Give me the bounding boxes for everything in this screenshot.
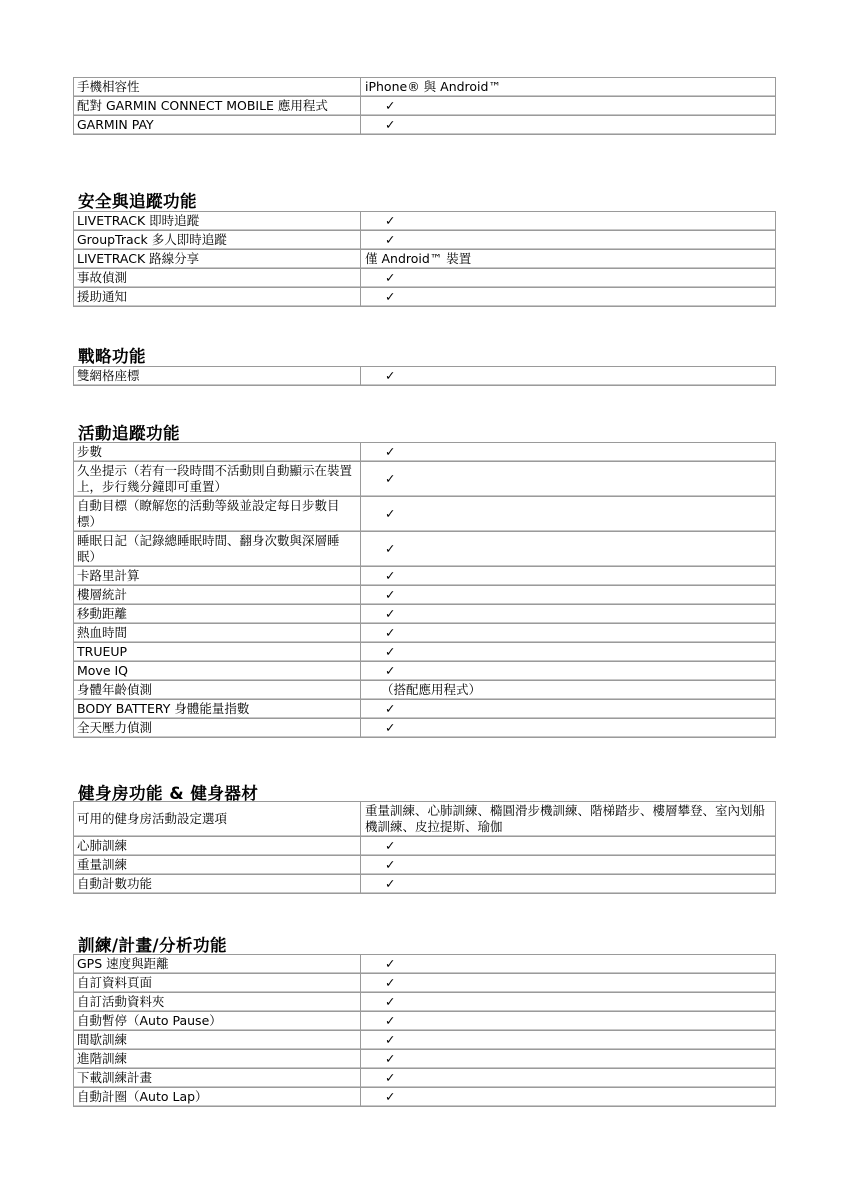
feature-cell: 重量訓練 <box>74 856 361 875</box>
feature-cell: 事故偵測 <box>74 269 361 288</box>
checkmark-cell: ✓ <box>361 116 776 135</box>
table-row <box>74 567 776 586</box>
feature-cell: 久坐提示（若有一段時間不活動則自動顯示在裝置上，步行幾分鐘即可重置） <box>74 462 361 497</box>
checkmark-cell: ✓ <box>361 567 776 586</box>
checkmark-cell: ✓ <box>361 662 776 681</box>
table-row <box>74 586 776 605</box>
feature-cell: 自訂活動資料夾 <box>74 993 361 1012</box>
table-row <box>74 497 776 532</box>
feature-cell: GARMIN PAY <box>74 116 361 135</box>
feature-cell: 心肺訓練 <box>74 837 361 856</box>
feature-cell: 自動暫停（Auto Pause） <box>74 1012 361 1031</box>
checkmark-cell: ✓ <box>361 955 776 974</box>
feature-cell: 身體年齡偵測 <box>74 681 361 700</box>
checkmark-cell: ✓ <box>361 212 776 231</box>
checkmark-cell: ✓ <box>361 700 776 719</box>
gym-table <box>73 801 776 894</box>
table-row <box>74 78 776 97</box>
value-cell: 重量訓練、心肺訓練、橢圓滑步機訓練、階梯踏步、樓層攀登、室內划船機訓練、皮拉提斯、瑜伽 <box>361 802 776 837</box>
table-row <box>74 624 776 643</box>
checkmark-cell: ✓ <box>361 1031 776 1050</box>
feature-cell: 配對 GARMIN CONNECT MOBILE 應用程式 <box>74 97 361 116</box>
checkmark-cell: ✓ <box>361 993 776 1012</box>
table-row <box>74 1031 776 1050</box>
feature-cell: 熱血時間 <box>74 624 361 643</box>
feature-cell: GPS 速度與距離 <box>74 955 361 974</box>
training-table <box>73 954 776 1107</box>
table-row <box>74 802 776 837</box>
checkmark-cell: ✓ <box>361 837 776 856</box>
table-row <box>74 662 776 681</box>
feature-cell: 樓層統計 <box>74 586 361 605</box>
feature-cell: 自訂資料頁面 <box>74 974 361 993</box>
feature-cell: 手機相容性 <box>74 78 361 97</box>
table-row <box>74 367 776 386</box>
checkmark-cell: ✓ <box>361 1050 776 1069</box>
feature-cell: 全天壓力偵測 <box>74 719 361 738</box>
table-row <box>74 250 776 269</box>
feature-cell: 移動距離 <box>74 605 361 624</box>
checkmark-cell: ✓ <box>361 497 776 532</box>
feature-cell: LIVETRACK 即時追蹤 <box>74 212 361 231</box>
checkmark-cell: ✓ <box>361 288 776 307</box>
section-title-gym: 健身房功能 & 健身器材 <box>78 784 259 803</box>
table-row <box>74 1069 776 1088</box>
value-cell: 僅 Android™ 裝置 <box>361 250 776 269</box>
checkmark-cell: ✓ <box>361 443 776 462</box>
activity-table <box>73 442 776 738</box>
feature-cell: 睡眠日記（記錄總睡眠時間、翻身次數與深層睡眠） <box>74 532 361 567</box>
table-row <box>74 443 776 462</box>
feature-cell: 間歇訓練 <box>74 1031 361 1050</box>
checkmark-cell: ✓ <box>361 97 776 116</box>
checkmark-cell: ✓ <box>361 1088 776 1107</box>
checkmark-cell: ✓ <box>361 231 776 250</box>
table-row <box>74 605 776 624</box>
section-title-training: 訓練/計畫/分析功能 <box>78 936 228 955</box>
table-row <box>74 212 776 231</box>
checkmark-cell: ✓ <box>361 1012 776 1031</box>
table-row <box>74 955 776 974</box>
feature-cell: LIVETRACK 路線分享 <box>74 250 361 269</box>
feature-cell: BODY BATTERY 身體能量指數 <box>74 700 361 719</box>
section-title-tactical: 戰略功能 <box>78 347 146 366</box>
feature-cell: GroupTrack 多人即時追蹤 <box>74 231 361 250</box>
table-row <box>74 681 776 700</box>
value-cell: iPhone® 與 Android™ <box>361 78 776 97</box>
checkmark-cell: ✓ <box>361 1069 776 1088</box>
table-row <box>74 1012 776 1031</box>
table-row <box>74 700 776 719</box>
checkmark-cell: ✓ <box>361 974 776 993</box>
checkmark-cell: ✓ <box>361 605 776 624</box>
feature-cell: 援助通知 <box>74 288 361 307</box>
table-row <box>74 231 776 250</box>
checkmark-cell: ✓ <box>361 856 776 875</box>
tactical-table <box>73 366 776 386</box>
section-title-safety: 安全與追蹤功能 <box>78 192 197 211</box>
value-cell: （搭配應用程式） <box>361 681 776 700</box>
table-row <box>74 856 776 875</box>
feature-cell: 自動目標（瞭解您的活動等級並設定每日步數目標） <box>74 497 361 532</box>
checkmark-cell: ✓ <box>361 624 776 643</box>
checkmark-cell: ✓ <box>361 532 776 567</box>
section-title-activity: 活動追蹤功能 <box>78 424 180 443</box>
feature-cell: 卡路里計算 <box>74 567 361 586</box>
feature-cell: 自動計數功能 <box>74 875 361 894</box>
feature-cell: 雙網格座標 <box>74 367 361 386</box>
table-row <box>74 1088 776 1107</box>
checkmark-cell: ✓ <box>361 269 776 288</box>
feature-cell: 可用的健身房活動設定選項 <box>74 802 361 837</box>
feature-cell: 自動計圈（Auto Lap） <box>74 1088 361 1107</box>
checkmark-cell: ✓ <box>361 643 776 662</box>
feature-cell: 步數 <box>74 443 361 462</box>
checkmark-cell: ✓ <box>361 719 776 738</box>
checkmark-cell: ✓ <box>361 875 776 894</box>
table-row <box>74 993 776 1012</box>
table-row <box>74 269 776 288</box>
feature-cell: Move IQ <box>74 662 361 681</box>
table-row <box>74 288 776 307</box>
table-row <box>74 837 776 856</box>
feature-cell: 進階訓練 <box>74 1050 361 1069</box>
feature-cell: TRUEUP <box>74 643 361 662</box>
table-row <box>74 116 776 135</box>
feature-cell: 下載訓練計畫 <box>74 1069 361 1088</box>
table-row <box>74 719 776 738</box>
checkmark-cell: ✓ <box>361 462 776 497</box>
table-row <box>74 974 776 993</box>
table-row <box>74 462 776 497</box>
checkmark-cell: ✓ <box>361 586 776 605</box>
safety-table <box>73 211 776 307</box>
checkmark-cell: ✓ <box>361 367 776 386</box>
table-row <box>74 532 776 567</box>
table-row <box>74 643 776 662</box>
table-row <box>74 875 776 894</box>
phone-compat-table <box>73 77 776 135</box>
table-row <box>74 1050 776 1069</box>
table-row <box>74 97 776 116</box>
